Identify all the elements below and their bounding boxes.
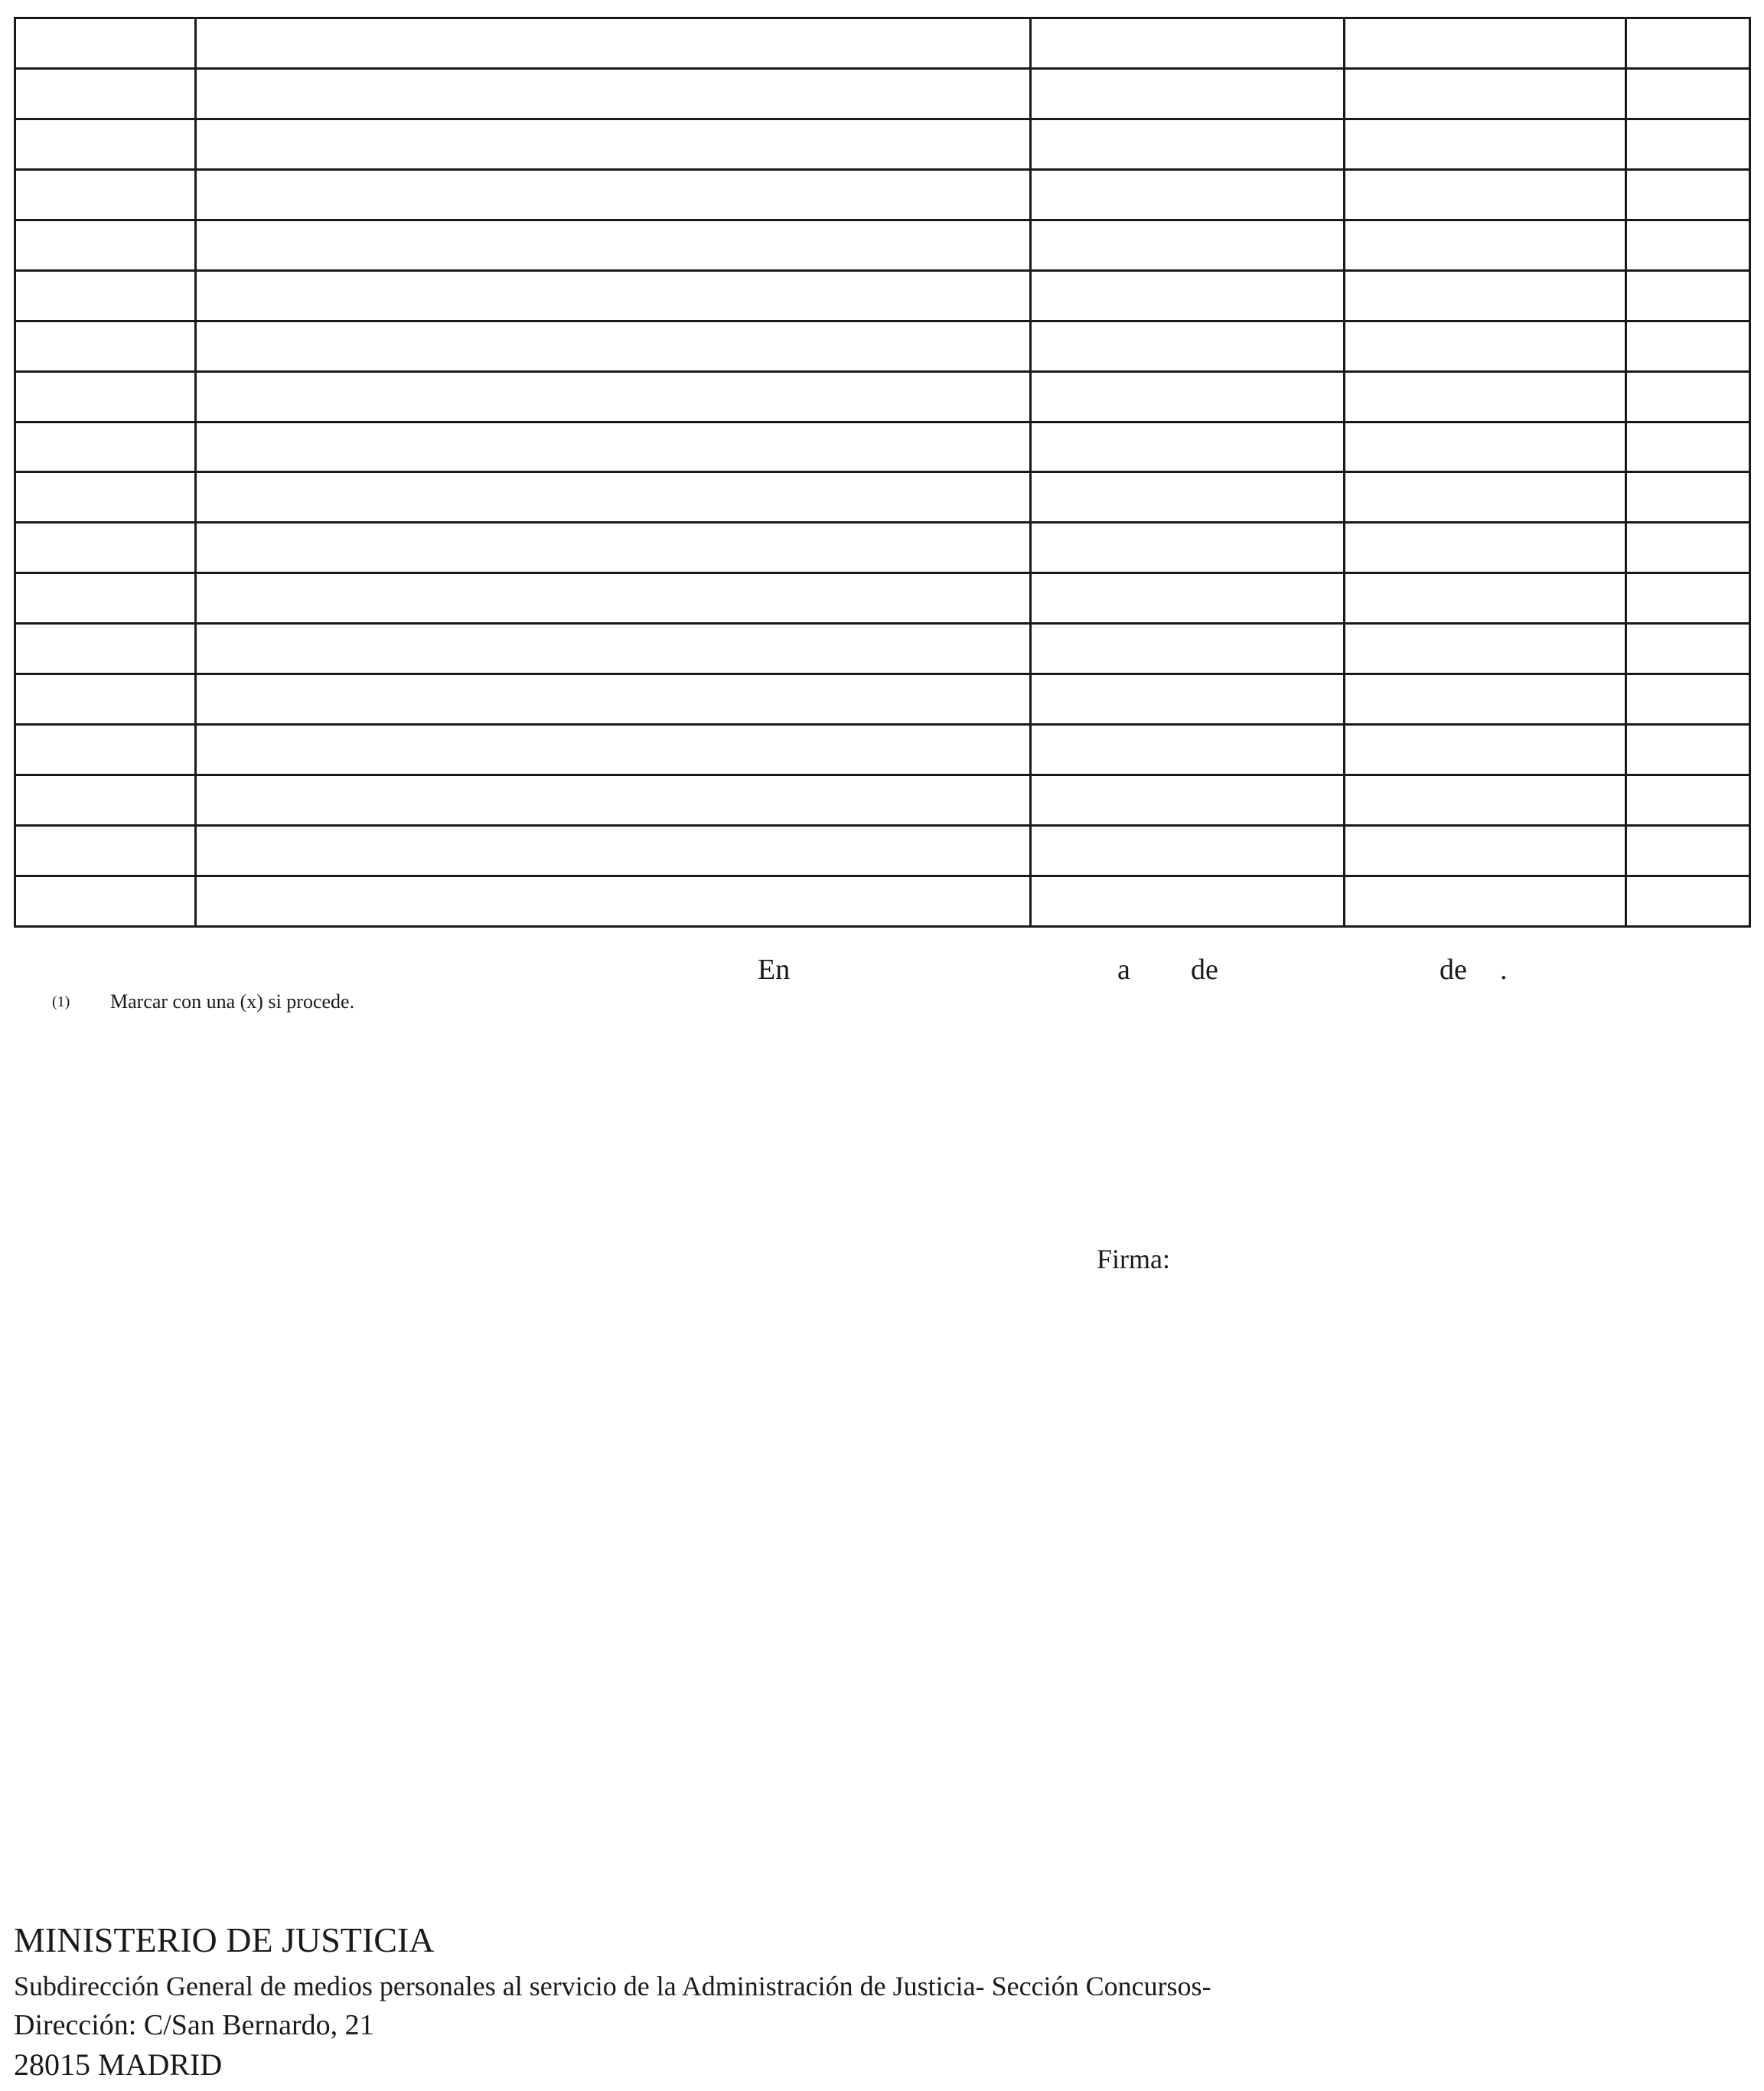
table-cell (1031, 775, 1345, 826)
table-cell (196, 321, 1031, 371)
table-cell (15, 220, 196, 270)
table-cell (196, 876, 1031, 926)
table-cell (1031, 674, 1345, 725)
table-cell (1626, 270, 1750, 321)
table-cell (1345, 119, 1626, 169)
table-cell (15, 876, 196, 926)
table-row (15, 573, 1750, 624)
table-cell (196, 119, 1031, 169)
table-cell (196, 523, 1031, 573)
table-cell (196, 674, 1031, 725)
table-cell (1345, 624, 1626, 674)
table-cell (15, 270, 196, 321)
table-cell (15, 119, 196, 169)
table-cell (1031, 220, 1345, 270)
ministry-city: 28015 MADRID (14, 2047, 223, 2082)
table-cell (1345, 270, 1626, 321)
table-cell (1345, 472, 1626, 523)
table-cell (1626, 876, 1750, 926)
table-row (15, 371, 1750, 422)
table-cell (1345, 220, 1626, 270)
table-cell (1626, 422, 1750, 472)
table-row (15, 674, 1750, 725)
table-cell (1031, 523, 1345, 573)
table-row (15, 169, 1750, 220)
table-row (15, 18, 1750, 69)
table-cell (15, 472, 196, 523)
table-cell (1031, 270, 1345, 321)
date-a-label: a (1117, 954, 1130, 986)
table-cell (1345, 321, 1626, 371)
table-cell (1345, 573, 1626, 624)
table-cell (1031, 119, 1345, 169)
table-row (15, 68, 1750, 119)
table-cell (196, 725, 1031, 775)
table-cell (1626, 18, 1750, 69)
table-cell (1031, 68, 1345, 119)
table-row (15, 826, 1750, 876)
table-cell (196, 775, 1031, 826)
table-row (15, 775, 1750, 826)
table-cell (196, 68, 1031, 119)
table-cell (1626, 624, 1750, 674)
table-row (15, 422, 1750, 472)
table-cell (1626, 725, 1750, 775)
table-cell (1031, 876, 1345, 926)
table-cell (1345, 169, 1626, 220)
table-cell (196, 422, 1031, 472)
table-cell (15, 725, 196, 775)
table-cell (1345, 674, 1626, 725)
table-cell (15, 68, 196, 119)
footnote-ref: (1) (52, 993, 70, 1010)
table-cell (1345, 68, 1626, 119)
table-row (15, 119, 1750, 169)
table-cell (15, 422, 196, 472)
table-cell (1031, 573, 1345, 624)
table-cell (196, 220, 1031, 270)
table-cell (196, 573, 1031, 624)
table-cell (1626, 472, 1750, 523)
table-cell (1626, 321, 1750, 371)
table-cell (1345, 775, 1626, 826)
table-cell (1031, 371, 1345, 422)
table-row (15, 725, 1750, 775)
date-end-mark: . (1500, 954, 1508, 986)
table-cell (1031, 725, 1345, 775)
table-cell (196, 18, 1031, 69)
table-cell (1626, 523, 1750, 573)
table-cell (15, 169, 196, 220)
table-cell (15, 826, 196, 876)
table-cell (196, 472, 1031, 523)
ministry-address: Dirección: C/San Bernardo, 21 (14, 2009, 374, 2041)
table-cell (1031, 624, 1345, 674)
table-cell (1626, 119, 1750, 169)
table-row (15, 321, 1750, 371)
date-en-label: En (758, 954, 791, 986)
table-cell (15, 371, 196, 422)
footnote-text: Marcar con una (x) si procede. (110, 990, 355, 1013)
table-row (15, 624, 1750, 674)
table-row (15, 270, 1750, 321)
table-cell (1345, 422, 1626, 472)
table-cell (1626, 68, 1750, 119)
table-cell (1626, 169, 1750, 220)
table-cell (1345, 876, 1626, 926)
table-cell (15, 573, 196, 624)
table-cell (196, 270, 1031, 321)
table-cell (1031, 18, 1345, 69)
table-cell (15, 321, 196, 371)
table-cell (1626, 775, 1750, 826)
table-cell (1345, 371, 1626, 422)
table-cell (1626, 674, 1750, 725)
table-cell (15, 18, 196, 69)
date-de-label-1: de (1191, 954, 1218, 986)
table-cell (15, 624, 196, 674)
table-row (15, 220, 1750, 270)
ministry-title: MINISTERIO DE JUSTICIA (14, 1920, 435, 1959)
table-cell (1031, 321, 1345, 371)
table-cell (15, 674, 196, 725)
table-cell (196, 371, 1031, 422)
table-cell (1031, 422, 1345, 472)
table-cell (1031, 169, 1345, 220)
table-cell (1031, 472, 1345, 523)
table-cell (1345, 725, 1626, 775)
table-cell (196, 624, 1031, 674)
table-cell (1626, 220, 1750, 270)
table-cell (1345, 18, 1626, 69)
signature-label: Firma: (1097, 1244, 1170, 1274)
table-cell (1626, 826, 1750, 876)
table-cell (1626, 573, 1750, 624)
table-cell (1031, 826, 1345, 876)
table-cell (1345, 826, 1626, 876)
table-row (15, 523, 1750, 573)
form-table (14, 17, 1751, 928)
table-cell (196, 826, 1031, 876)
ministry-subtitle: Subdirección General de medios personales al servicio de la Administración de Justicia- Sección Concursos- (14, 1971, 1211, 2001)
date-de-label-2: de (1440, 954, 1467, 986)
table-cell (196, 169, 1031, 220)
table-row (15, 472, 1750, 523)
table-cell (1345, 523, 1626, 573)
table-row (15, 876, 1750, 926)
table-cell (1626, 371, 1750, 422)
table-cell (15, 775, 196, 826)
form-table-body (15, 18, 1750, 927)
table-cell (15, 523, 196, 573)
